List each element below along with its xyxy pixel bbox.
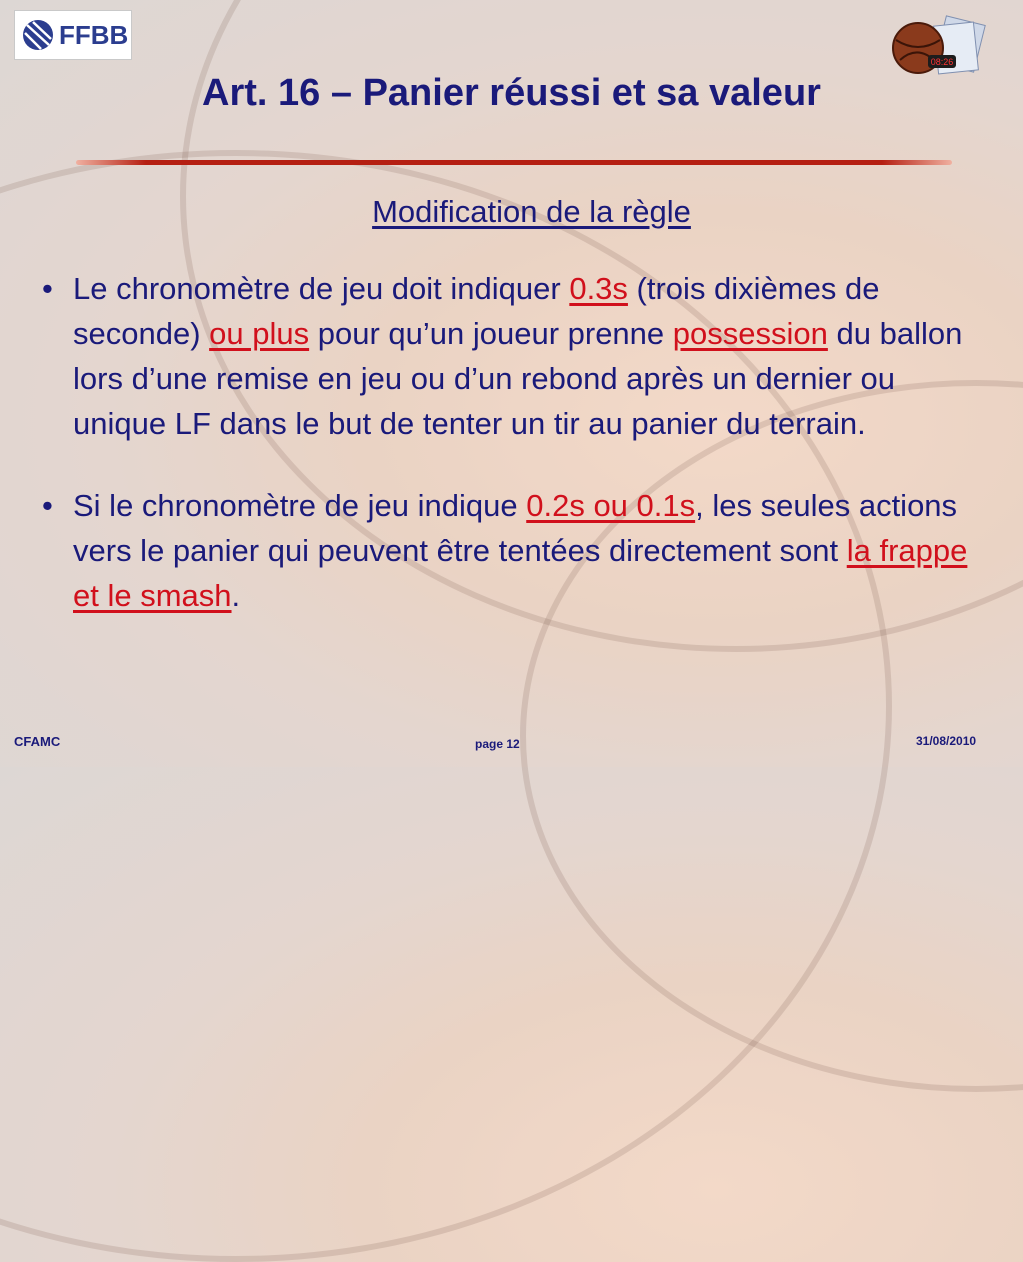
bullet-list: [40, 266, 985, 618]
bullet-symbol: •: [42, 271, 53, 306]
slide-subtitle: Modification de la règle: [372, 194, 691, 229]
highlight-text: 0.2s ou 0.1s: [526, 488, 696, 523]
bullet-text: du ballon lors d’une remise en jeu ou d’un rebond après un dernier ou unique LF dans le but de tenter un tir au panier du terrain.: [73, 316, 963, 441]
bullet-symbol: •: [42, 488, 53, 523]
bullet-text: Le chronomètre de jeu doit indiquer: [73, 271, 570, 306]
bullet-text: , les seules actions vers le panier qui peuvent être tentées directement sont: [73, 488, 958, 568]
highlight-text: possession: [672, 316, 828, 351]
highlight-text: 0.3s: [569, 271, 628, 306]
footer-organization: CFAMC: [14, 734, 61, 749]
bullet-item: [40, 483, 985, 618]
bullet-text: .: [231, 578, 241, 613]
highlight-text: la frappe et le smash: [73, 533, 968, 613]
logo-text: FFBB: [59, 19, 129, 50]
footer-page-number: page 12: [475, 737, 520, 751]
footer-date: 31/08/2010: [916, 734, 977, 748]
svg-text:08:26: 08:26: [930, 57, 954, 67]
bullet-text: (trois dixièmes de seconde): [73, 271, 880, 351]
slide-title: Art. 16 – Panier réussi et sa valeur: [202, 72, 821, 114]
highlight-text: ou plus: [209, 316, 310, 351]
bullet-item: [40, 266, 985, 446]
title-underline-rule: [76, 160, 952, 165]
bullet-text: Si le chronomètre de jeu indique: [73, 488, 527, 523]
basketball-icon: [21, 18, 55, 52]
bullet-text: pour qu’un joueur prenne: [309, 316, 673, 351]
ffbb-logo: [14, 10, 132, 60]
